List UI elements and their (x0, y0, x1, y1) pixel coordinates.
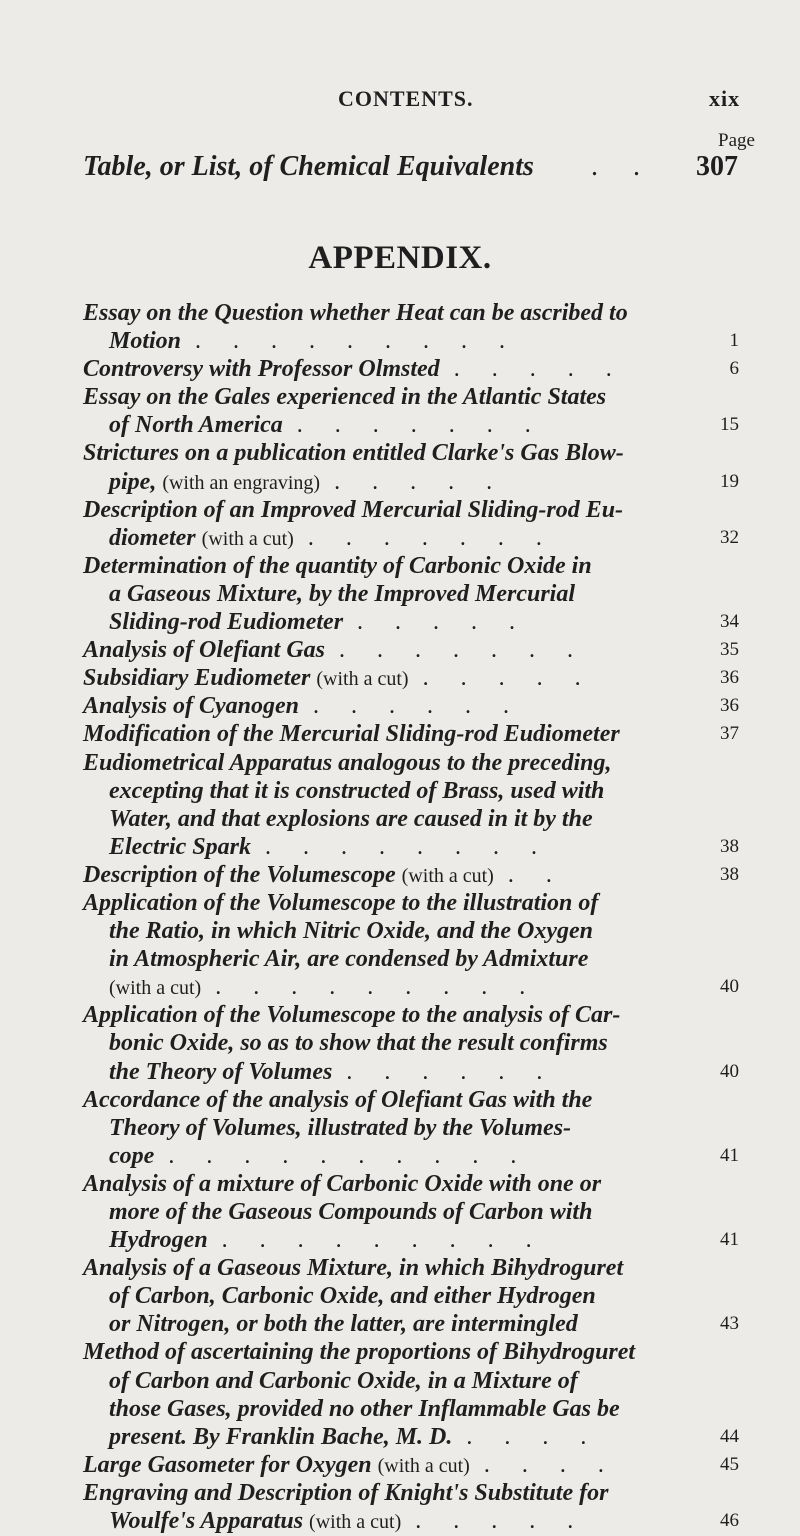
entry-page-number: 6 (729, 358, 739, 380)
entry-line (83, 608, 739, 636)
entry-title-text: Essay on the Question whether Heat can be ascribed to (83, 300, 628, 326)
entry-dot-leader: . . (507, 861, 565, 888)
entry-note: (with a cut) (316, 668, 409, 691)
entry-line (83, 917, 739, 945)
contents-entry (83, 1001, 739, 1085)
entry-title-text: Sliding-rod Eudiometer (109, 609, 344, 636)
contents-entry (83, 552, 739, 636)
entry-title-text: excepting that it is constructed of Brass, used with (109, 777, 605, 804)
entry-title-text: Method of ascertaining the proportions of Bihydroguret (83, 1339, 636, 1366)
entry-title-text: Large Gasometer for Oxygen (83, 1451, 372, 1478)
entry-line (83, 1254, 739, 1282)
entry-title-text: diometer (109, 524, 196, 551)
entry-line (83, 1479, 739, 1507)
entry-page-number: 45 (720, 1453, 739, 1475)
entry-line (83, 1029, 739, 1057)
entry-line (83, 805, 739, 833)
entry-title-text: Determination of the quantity of Carbonic Oxide in (83, 552, 592, 579)
entry-page-number: 38 (720, 835, 739, 857)
entry-page-number: 43 (720, 1313, 739, 1335)
entry-title-text: present. By Franklin Bache, M. D. (109, 1423, 453, 1450)
running-head-page-number: xix (709, 86, 741, 111)
entry-title-text: Theory of Volumes, illustrated by the Volumes- (109, 1114, 572, 1141)
contents-entry (83, 1086, 739, 1170)
entry-line (83, 355, 739, 383)
entry-line (83, 636, 739, 664)
entry-dot-leader: . . . . . . . (339, 637, 587, 664)
entry-title-text: Engraving and Description of Knight's Substitute for (83, 1479, 609, 1506)
contents-entry (83, 1254, 739, 1338)
entry-note: (with a cut) (401, 864, 494, 887)
entry-line (83, 1451, 739, 1479)
contents-entry (83, 720, 739, 748)
contents-entry (83, 1479, 739, 1535)
entry-page-number: 1 (729, 330, 739, 352)
entry-page-number: 36 (720, 695, 739, 717)
entry-title-text: or Nitrogen, or both the latter, are intermingled (109, 1311, 578, 1338)
entry-line (83, 496, 739, 524)
entry-dot-leader: . . . . . (334, 468, 506, 495)
entry-note: (with a cut) (109, 977, 202, 1000)
appendix-heading: APPENDIX. (308, 240, 492, 276)
entry-title-text: Hydrogen (109, 1227, 208, 1254)
entry-dot-leader: . . . . . . . (307, 524, 555, 551)
entry-line (83, 439, 739, 467)
entry-page-number: 19 (720, 470, 739, 492)
entry-title-text: those Gases, provided no other Inflammable Gas be (109, 1395, 620, 1422)
entry-title-text: more of the Gaseous Compounds of Carbon with (109, 1199, 593, 1225)
entry-note: (with an engraving) (162, 471, 321, 494)
contents-entry (83, 636, 739, 664)
entry-title-text: Motion (109, 328, 182, 355)
entry-title-text: Strictures on a publication entitled Clarke's Gas Blow- (83, 440, 624, 467)
entry-dot-leader: . . . . . (453, 356, 625, 383)
entry-title-text: cope (109, 1142, 155, 1169)
entry-title-text: Application of the Volumescope to the illustration of (83, 889, 599, 916)
entry-line (83, 383, 739, 411)
entry-page-number: 34 (720, 611, 739, 633)
entry-note: (with a cut) (201, 527, 294, 550)
contents-entry (83, 749, 739, 861)
entry-note: (with a cut) (309, 1511, 402, 1534)
entry-dot-leader: . . . . . . . . . (215, 974, 539, 1001)
entry-title-text: of North America (109, 412, 283, 439)
contents-entry (83, 496, 739, 552)
entry-title-text: the Ratio, in which Nitric Oxide, and the Oxygen (109, 918, 594, 945)
table-entry-leader: . . (591, 151, 654, 182)
entry-title-text: Application of the Volumescope to the analysis of Car- (83, 1002, 621, 1029)
page-column-label: Page (718, 130, 755, 151)
entry-title-text: Analysis of Cyanogen (83, 693, 300, 720)
contents-entry (83, 355, 739, 383)
entry-dot-leader: . . . . . (415, 1508, 587, 1535)
appendix-contents-list (83, 299, 739, 1535)
entry-line (83, 1423, 739, 1451)
entry-dot-leader: . . . . . . . . . (221, 1227, 545, 1254)
entry-title-text: Modification of the Mercurial Sliding-rod Eudiometer (83, 721, 620, 748)
entry-page-number: 36 (720, 667, 739, 689)
entry-page-number: 40 (720, 976, 739, 998)
entry-line (83, 1142, 739, 1170)
running-head-title: CONTENTS. (338, 86, 474, 111)
entry-line (83, 580, 739, 608)
entry-line (83, 1086, 739, 1114)
entry-line (83, 720, 739, 748)
entry-dot-leader: . . . . . . . . . (195, 328, 519, 355)
entry-line (83, 1338, 739, 1366)
entry-line (83, 945, 739, 973)
entry-line (83, 1310, 739, 1338)
entry-line (83, 749, 739, 777)
entry-dot-leader: . . . . . . . (296, 412, 544, 439)
entry-line (83, 889, 739, 917)
running-head (0, 86, 800, 116)
entry-line (83, 1507, 739, 1535)
entry-dot-leader: . . . . (466, 1423, 600, 1450)
contents-entry (83, 1170, 739, 1254)
entry-line (83, 1114, 739, 1142)
entry-dot-leader: . . . . . . . . (265, 833, 550, 860)
entry-title-text: the Theory of Volumes (109, 1058, 333, 1085)
contents-entry (83, 664, 739, 692)
entry-dot-leader: . . . . . (357, 609, 529, 636)
entry-page-number: 44 (720, 1425, 739, 1447)
entry-dot-leader: . . . . . . (346, 1058, 556, 1085)
entry-title-text: Water, and that explosions are caused in it by the (109, 805, 593, 832)
entry-note: (with a cut) (377, 1454, 470, 1477)
contents-entry (83, 299, 739, 355)
table-entry-page: 307 (696, 151, 738, 182)
entry-title-text: Analysis of a mixture of Carbonic Oxide with one or (83, 1170, 602, 1197)
contents-entry (83, 692, 739, 720)
entry-title-text: a Gaseous Mixture, by the Improved Mercurial (109, 580, 576, 607)
entry-title-text: Controversy with Professor Olmsted (83, 356, 440, 383)
entry-title-text: Description of an Improved Mercurial Sliding-rod Eu- (83, 496, 624, 523)
entry-page-number: 15 (720, 414, 739, 436)
table-entry-text: Table, or List, of Chemical Equivalents (83, 151, 534, 182)
entry-page-number: 35 (720, 639, 739, 661)
entry-dot-leader: . . . . . (422, 665, 594, 692)
entry-line (83, 1282, 739, 1310)
contents-entry (83, 889, 739, 1001)
entry-title-text: Subsidiary Eudiometer (83, 665, 311, 692)
entry-title-text: of Carbon and Carbonic Oxide, in a Mixture of (109, 1367, 578, 1394)
contents-entry (83, 383, 739, 439)
entry-page-number: 46 (720, 1510, 739, 1532)
entry-line (83, 973, 739, 1001)
contents-entry (83, 861, 739, 889)
entry-line (83, 1226, 739, 1254)
entry-dot-leader: . . . . . . . . . . (168, 1142, 530, 1169)
entry-title-text: Electric Spark (109, 833, 251, 860)
entry-dot-leader: . . . . (483, 1451, 617, 1478)
entry-line (83, 411, 739, 439)
entry-page-number: 40 (720, 1060, 739, 1082)
contents-entry (83, 1451, 739, 1479)
entry-line (83, 664, 739, 692)
entry-page-number: 37 (720, 723, 739, 745)
entry-title-text: Accordance of the analysis of Olefiant Gas with the (83, 1086, 593, 1113)
entry-title-text: Essay on the Gales experienced in the Atlantic States (83, 384, 607, 411)
entry-page-number: 38 (720, 863, 739, 885)
entry-line (83, 1367, 739, 1395)
contents-entry (83, 439, 739, 495)
entry-title-text: Woulfe's Apparatus (109, 1508, 304, 1535)
entry-title-text: in Atmospheric Air, are condensed by Admixture (109, 946, 589, 973)
entry-line (83, 1395, 739, 1423)
entry-line (83, 861, 739, 889)
entry-page-number: 41 (720, 1144, 739, 1166)
entry-line (83, 1001, 739, 1029)
entry-line (83, 777, 739, 805)
entry-line (83, 524, 739, 552)
entry-title-text: Description of the Volumescope (83, 861, 396, 888)
entry-title-text: Analysis of a Gaseous Mixture, in which Bihydroguret (83, 1255, 624, 1282)
entry-line (83, 1170, 739, 1198)
entry-line (83, 327, 739, 355)
entry-line (83, 833, 739, 861)
entry-line (83, 552, 739, 580)
entry-dot-leader: . . . . . . (313, 693, 523, 720)
entry-title-text: Eudiometrical Apparatus analogous to the preceding, (83, 749, 612, 776)
entry-title-text: pipe, (109, 468, 157, 495)
entry-title-text: of Carbon, Carbonic Oxide, and either Hydrogen (109, 1283, 596, 1310)
entry-line (83, 299, 739, 327)
entry-line (83, 1198, 739, 1226)
entry-line (83, 468, 739, 496)
entry-line (83, 1058, 739, 1086)
entry-title-text: bonic Oxide, so as to show that the result confirms (109, 1030, 608, 1057)
entry-line (83, 692, 739, 720)
entry-page-number: 41 (720, 1229, 739, 1251)
entry-title-text: Analysis of Olefiant Gas (83, 637, 326, 664)
contents-entry (83, 1338, 739, 1450)
entry-page-number: 32 (720, 526, 739, 548)
